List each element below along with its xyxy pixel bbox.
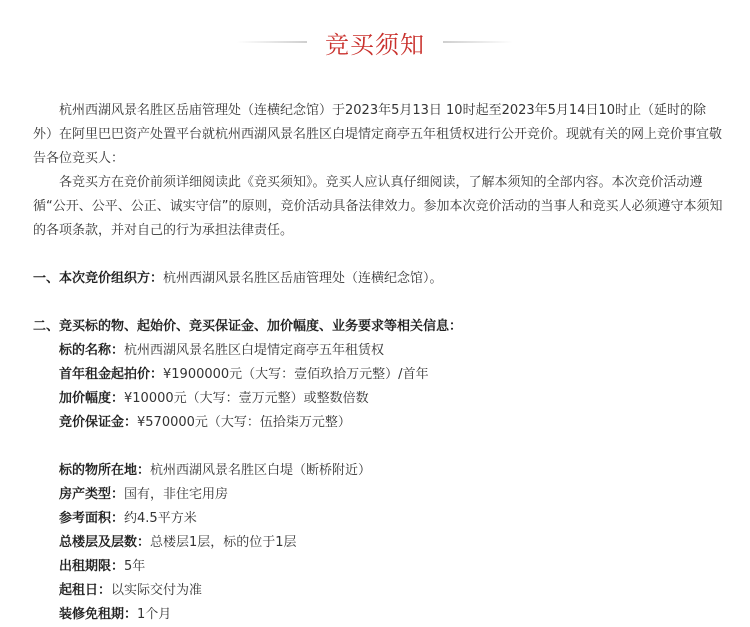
info-value: 以实际交付为准 <box>111 583 203 598</box>
info-key: 首年租金起拍价： <box>59 367 164 382</box>
spacer <box>33 435 723 459</box>
notice-body <box>33 99 723 627</box>
info-row <box>33 483 723 507</box>
info-row <box>33 507 723 531</box>
info-key: 加价幅度： <box>59 391 125 406</box>
info-key: 参考面积： <box>59 511 125 526</box>
info-row <box>33 531 723 555</box>
info-value: 杭州西湖风景名胜区白堤（断桥附近） <box>150 463 372 478</box>
info-row <box>33 387 723 411</box>
info-value: 1个月 <box>137 607 172 622</box>
info-key: 标的物所在地： <box>59 463 151 478</box>
info-key: 装修免租期： <box>59 607 138 622</box>
section-2-heading: 二、竞买标的物、起始价、竞买保证金、加价幅度、业务要求等相关信息： <box>33 319 463 334</box>
info-row <box>33 459 723 483</box>
info-value: 5年 <box>124 559 146 574</box>
info-row <box>33 411 723 435</box>
section-1-heading: 一、本次竞价组织方： <box>33 271 164 286</box>
info-value: ¥570000元（大写：伍拾柒万元整） <box>137 415 351 430</box>
info-row <box>33 363 723 387</box>
info-row <box>33 603 723 627</box>
intro-paragraph-1: 杭州西湖风景名胜区岳庙管理处（连横纪念馆）于2023年5月13日 10时起至2023年5月14日10时止（延时的除外）在阿里巴巴资产处置平台就杭州西湖风景名胜区白堤情定商亭五年租赁权进行公开竞价。现就有关的网上竞价事宜敬告各位竞买人： <box>33 103 723 166</box>
info-row <box>33 339 723 363</box>
info-key: 竞价保证金： <box>59 415 138 430</box>
intro-paragraph-2: 各竞买方在竞价前须详细阅读此《竞买须知》。竞买人应认真仔细阅读，了解本须知的全部内容。本次竞价活动遵循“公开、公平、公正、诚实守信”的原则，竞价活动具备法律效力。参加本次竞价活动的当事人和竞买人必须遵守本须知的各项条款，并对自己的行为承担法律责任。 <box>33 175 723 238</box>
info-value: ¥10000元（大写：壹万元整）或整数倍数 <box>124 391 369 406</box>
info-key: 标的名称： <box>59 343 125 358</box>
info-key: 房产类型： <box>59 487 125 502</box>
info-key: 出租期限： <box>59 559 125 574</box>
info-row <box>33 579 723 603</box>
page-title: 竞买须知 <box>325 30 425 59</box>
info-value: 国有，非住宅用房 <box>124 487 229 502</box>
info-value: 约4.5平方米 <box>124 511 197 526</box>
info-key: 起租日： <box>59 583 112 598</box>
title-bar <box>0 22 750 62</box>
info-value: 杭州西湖风景名胜区白堤情定商亭五年租赁权 <box>124 343 385 358</box>
section-1-value: 杭州西湖风景名胜区岳庙管理处（连横纪念馆）。 <box>163 271 443 286</box>
spacer <box>33 243 723 267</box>
spacer <box>33 291 723 315</box>
section-1 <box>33 267 723 291</box>
title-divider-right <box>443 41 513 43</box>
info-row <box>33 555 723 579</box>
info-value: ¥1900000元（大写：壹佰玖拾万元整）/首年 <box>163 367 429 382</box>
title-divider-left <box>237 41 307 43</box>
info-value: 总楼层1层，标的位于1层 <box>150 535 297 550</box>
info-key: 总楼层及层数： <box>59 535 151 550</box>
